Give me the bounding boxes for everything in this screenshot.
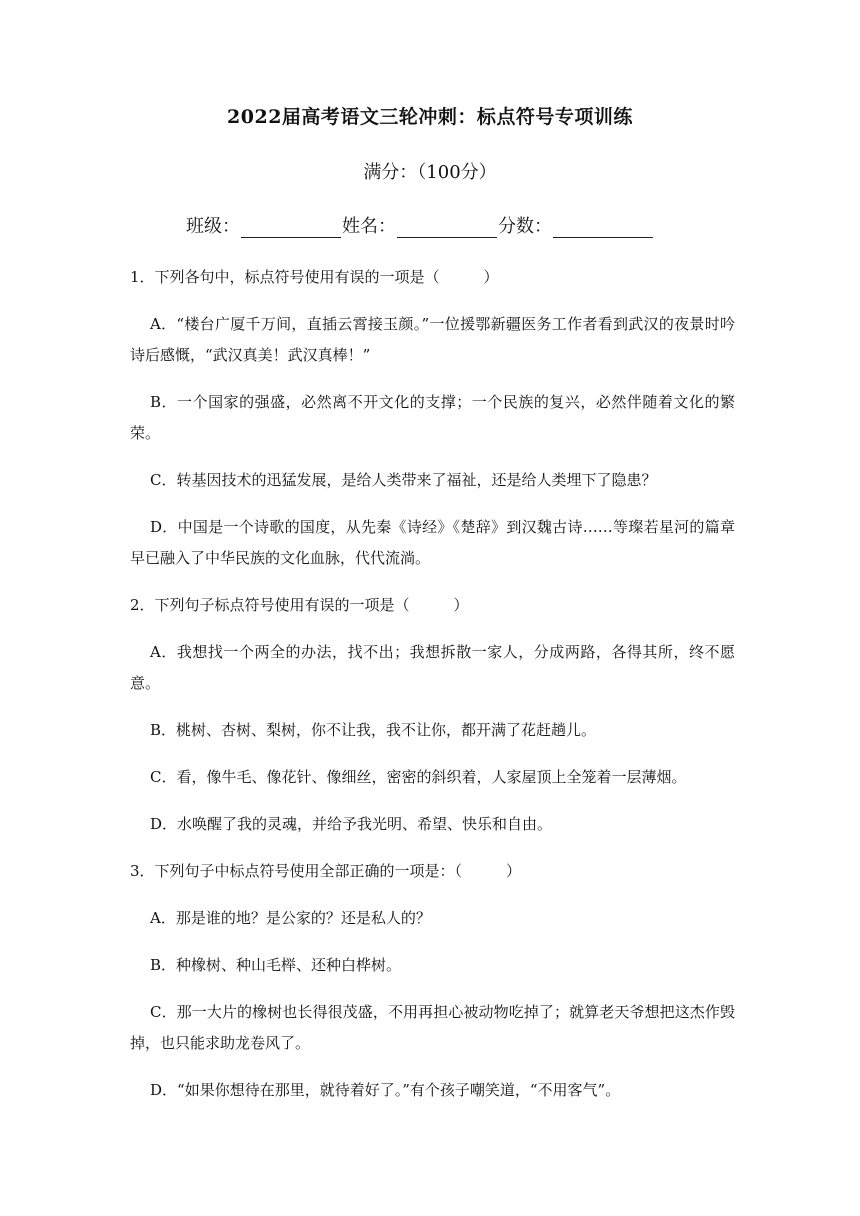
question-list	[130, 262, 735, 1122]
question-option: B．种橡树、种山毛榉、还种白桦树。	[150, 956, 402, 974]
question-stem: 1．下列各句中，标点符号使用有误的一项是（ ）	[130, 268, 499, 286]
question-option: A．我想找一个两全的办法，找不出；我想拆散一家人，分成两路，各得其所，终不愿意。	[130, 643, 735, 692]
question-option: B．一个国家的强盛，必然离不开文化的支撑；一个民族的复兴，必然伴随着文化的繁荣。	[130, 393, 735, 442]
question-3	[130, 856, 735, 1106]
student-info-row	[186, 212, 654, 238]
name-blank[interactable]	[397, 217, 497, 238]
page-title: 2022届高考语文三轮冲刺：标点符号专项训练	[227, 106, 633, 128]
question-option: B．桃树、杏树、梨树，你不让我，我不让你，都开满了花赶趟儿。	[150, 721, 597, 739]
question-option: C．转基因技术的迅猛发展，是给人类带来了福祉，还是给人类埋下了隐患？	[150, 471, 657, 489]
question-option: D．水唤醒了我的灵魂，并给予我光明、希望、快乐和自由。	[150, 815, 553, 833]
question-stem: 2．下列句子标点符号使用有误的一项是（ ）	[130, 596, 469, 614]
question-option: C．那一大片的橡树也长得很茂盛，不用再担心被动物吃掉了；就算老天爷想把这杰作毁掉，也只能求助龙卷风了。	[130, 1003, 735, 1052]
score-blank[interactable]	[553, 217, 653, 238]
full-score-label: 满分：（100分）	[363, 162, 497, 183]
question-stem: 3．下列句子中标点符号使用全部正确的一项是：（ ）	[130, 862, 522, 880]
class-label: 班级：	[186, 216, 240, 237]
score-label: 分数：	[498, 216, 552, 237]
question-option: D．“如果你想待在那里，就待着好了。”有个孩子嘲笑道，“不用客气”。	[150, 1081, 621, 1099]
question-option: A．那是谁的地？是公家的？还是私人的？	[150, 909, 431, 927]
class-blank[interactable]	[241, 217, 341, 238]
question-2	[130, 590, 735, 840]
question-1	[130, 262, 735, 574]
question-option: C．看，像牛毛、像花针、像细丝，密密的斜织着，人家屋顶上全笼着一层薄烟。	[150, 768, 687, 786]
question-option: A．“楼台广厦千万间，直插云霄接玉颜。”一位援鄂新疆医务工作者看到武汉的夜景时吟诗后感慨，“武汉真美！武汉真棒！”	[130, 315, 735, 364]
question-option: D．中国是一个诗歌的国度，从先秦《诗经》《楚辞》到汉魏古诗……等璨若星河的篇章早已融入了中华民族的文化血脉，代代流淌。	[130, 518, 735, 567]
name-label: 姓名：	[342, 216, 396, 237]
